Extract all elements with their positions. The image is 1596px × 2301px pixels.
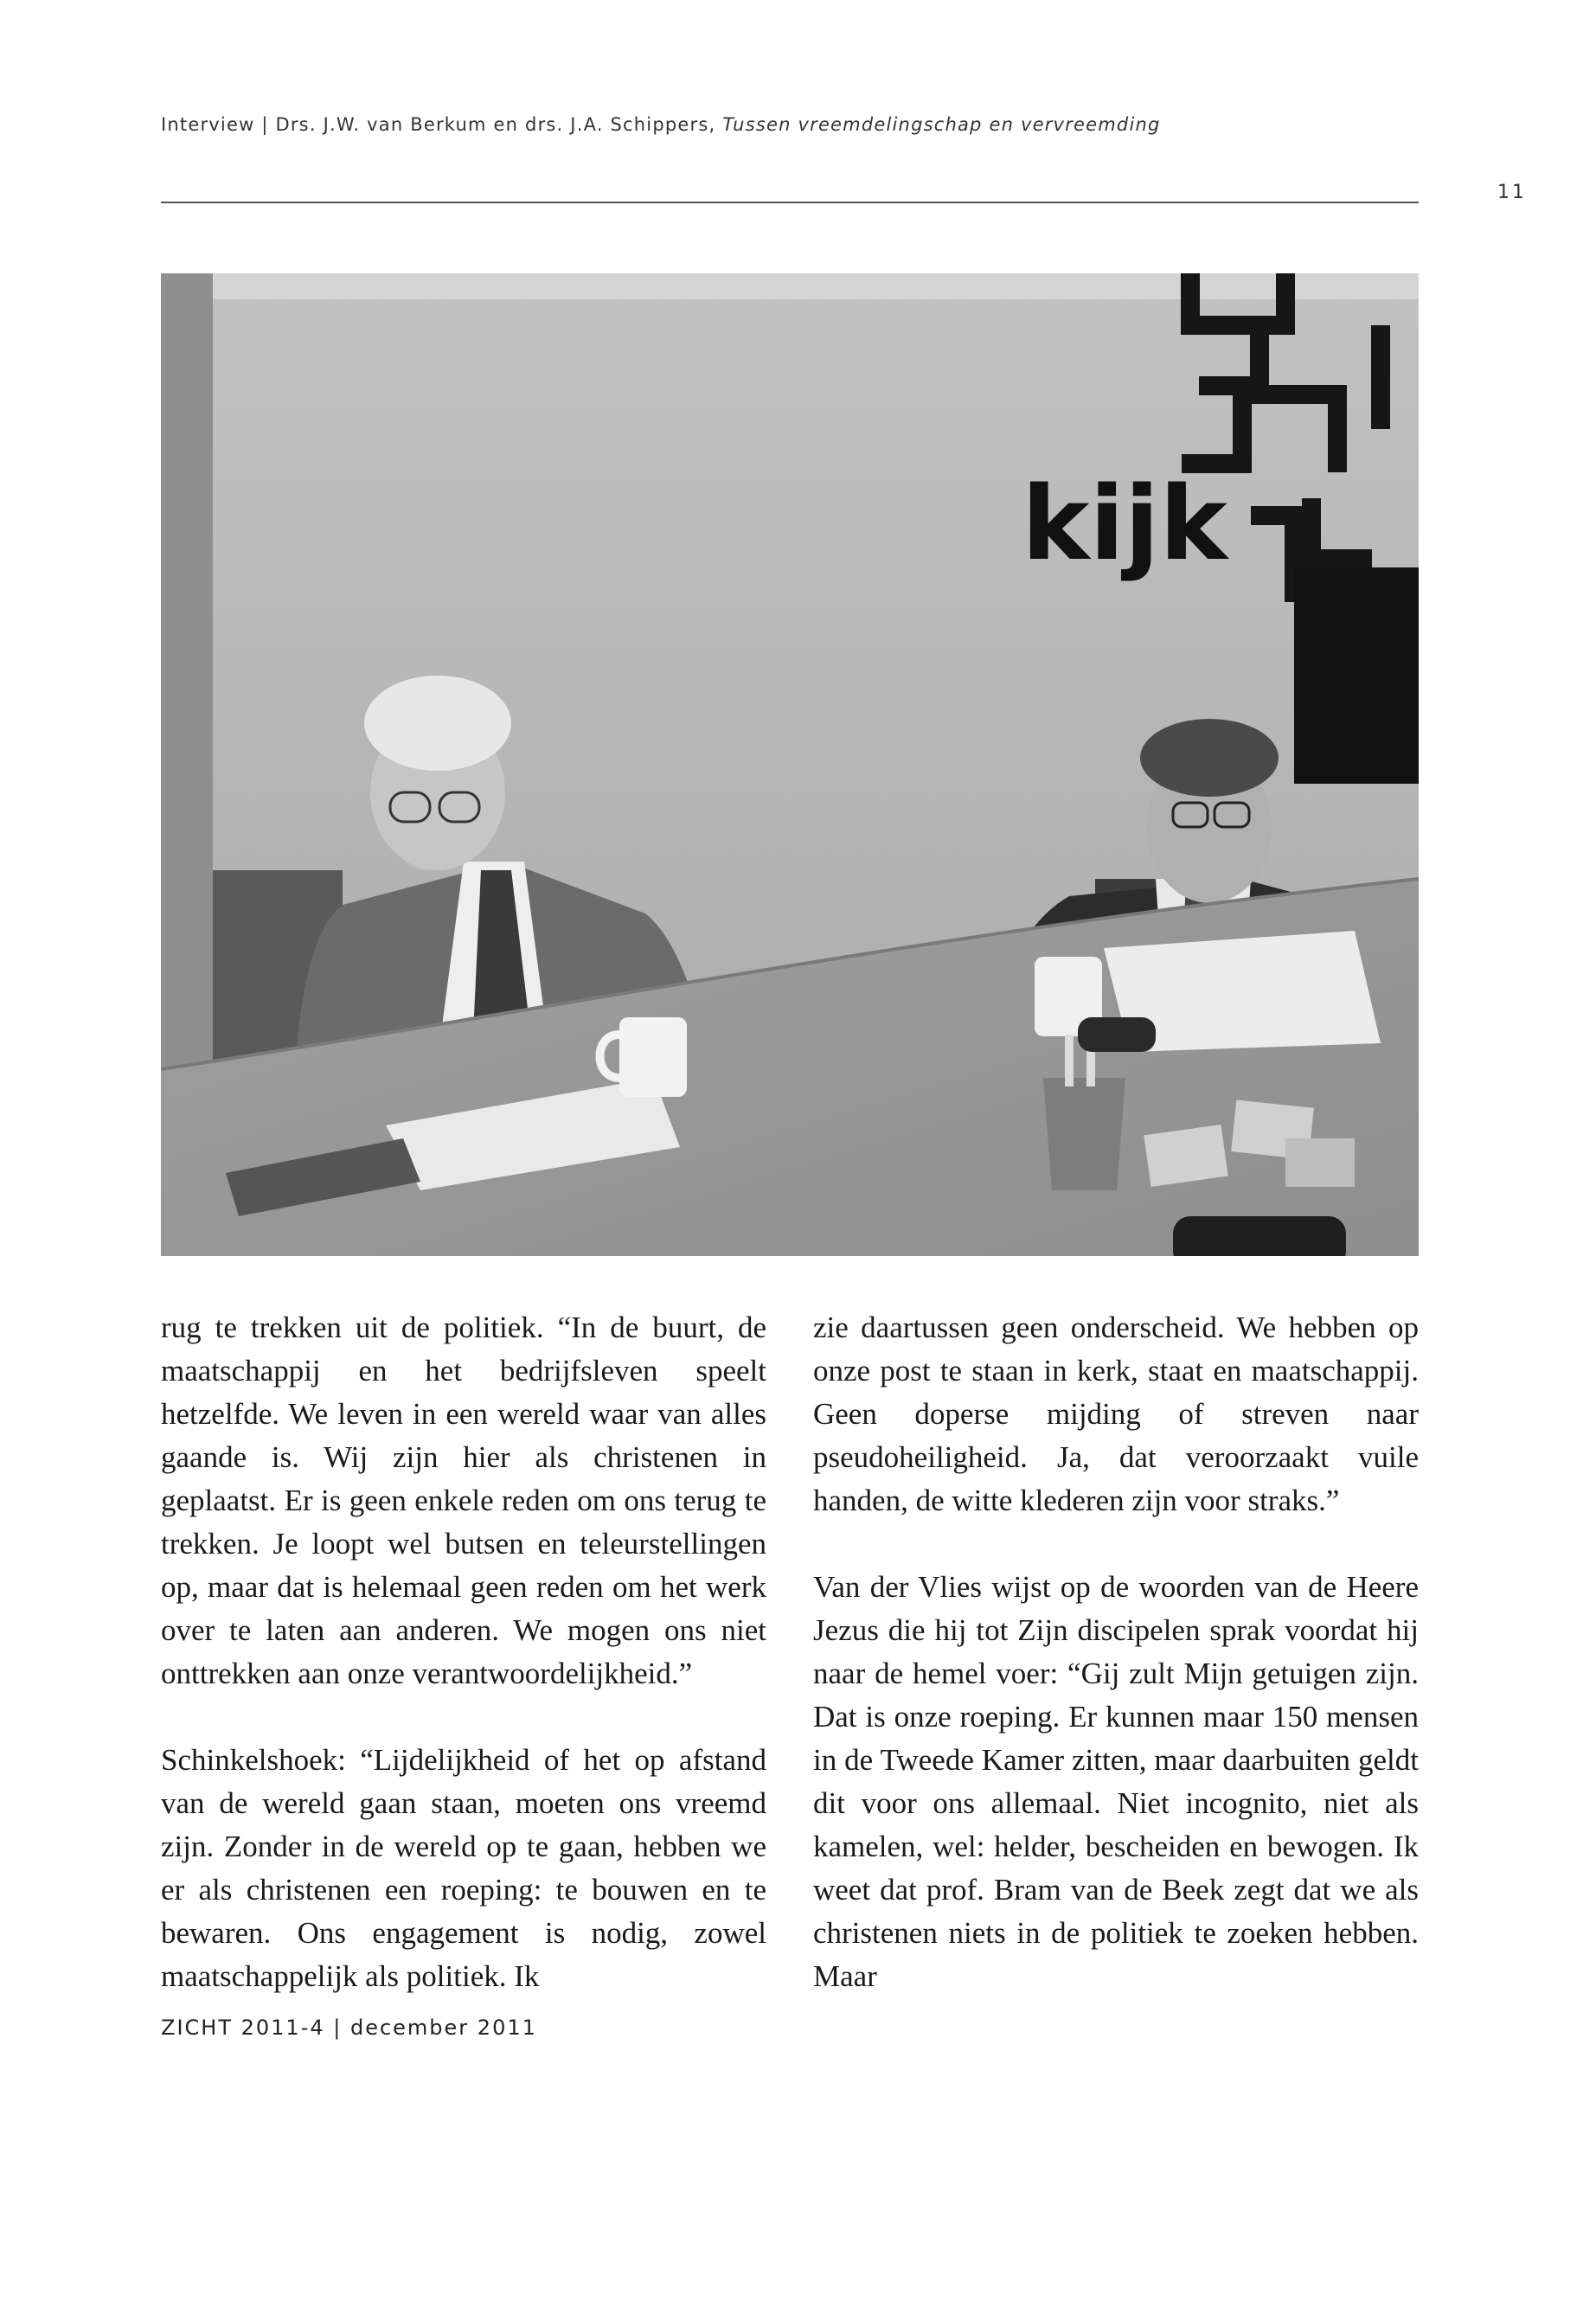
footer: ZICHT 2011-4 | december 2011	[161, 2016, 537, 2040]
paragraph: zie daartussen geen onderscheid. We hebben op onze post te staan in kerk, staat en maatschappij. Geen doperse mijding of streven naar pseudoheiligheid. Ja, dat veroorzaakt vuile handen, de witte klederen zijn voor straks.”	[813, 1311, 1419, 1517]
text-column-right	[813, 1306, 1419, 1998]
text-column-left	[161, 1306, 766, 1998]
header-rule	[161, 202, 1419, 203]
paragraph: rug te trekken uit de politiek. “In de buurt, de maatschappij en het bedrijfsleven speelt hetzelfde. We leven in een wereld waar van alles gaande is. Wij zijn hier als christenen in geplaatst. Er is geen enkele reden om ons terug te trekken. Je loopt wel butsen en teleurstellingen op, maar dat is helemaal geen reden om het werk over te laten aan anderen. We mogen ons niet onttrekken aan onze verantwoordelijkheid.”	[161, 1311, 766, 1690]
running-head-title: Tussen vreemdelingschap en vervreemding	[722, 114, 1161, 135]
paragraph: Schinkelshoek: “Lijdelijkheid of het op afstand van de wereld gaan staan, moeten ons vreemd zijn. Zonder in de wereld op te gaan, hebben we er als christenen een roeping: te bouwen en te bewaren. Ons engagement is nodig, zowel maatschappelijk als politiek. Ik	[161, 1743, 766, 1993]
interview-photo	[161, 273, 1419, 1256]
paragraph: Van der Vlies wijst op de woorden van de Heere Jezus die hij tot Zijn discipelen sprak voordat hij naar de hemel voer: “Gij zult Mijn getuigen zijn. Dat is onze roeping. Er kunnen maar 150 mensen in de Tweede Kamer zitten, maar daarbuiten geldt dit voor ons allemaal. Niet incognito, niet als kamelen, wel: helder, bescheiden en bewogen. Ik weet dat prof. Bram van de Beek zegt dat we als christenen niets in de politiek te zoeken hebben. Maar	[813, 1570, 1419, 1993]
page-number: 11	[1497, 182, 1527, 203]
wall-sign-text: kijk	[1022, 464, 1227, 583]
running-head	[161, 114, 1424, 135]
running-head-prefix: Interview | Drs. J.W. van Berkum en drs. J.A. Schippers,	[161, 114, 716, 135]
